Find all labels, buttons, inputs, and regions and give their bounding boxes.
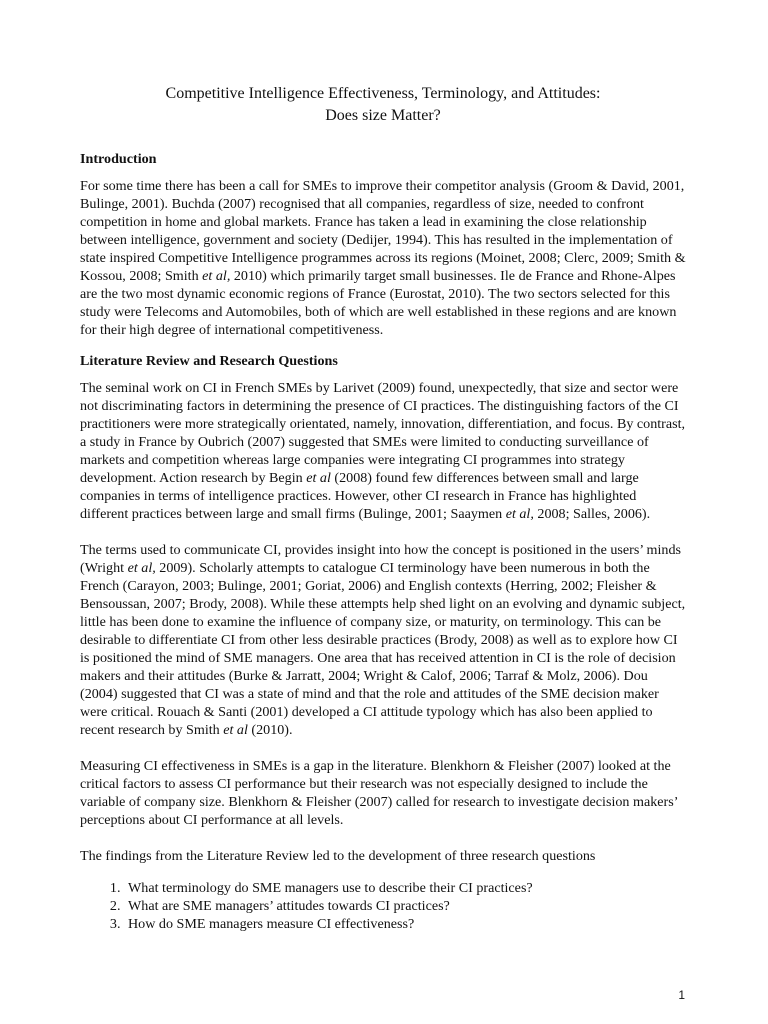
title-line-1: Competitive Intelligence Effectiveness, Terminology, and Attitudes: bbox=[165, 85, 601, 102]
introduction-paragraph: For some time there has been a call for SMEs to improve their competitor analysis (Groom & David, 2001, Bulinge, 2001). Buchda (2007) recognised that all companies, regardless of size, needed to confront competition in home and global markets. France has taken a lead in examining the close relationship between intelligence, government and society (Dedijer, 1994). This has resulted in the implementation of state inspired Competitive Intelligence programmes across its regions (Moinet, 2008; Clerc, 2009; Smith & Kossou, 2008; Smith et al, 2010) which primarily target small businesses. Ile de France and Rhone-Alpes are the two most dynamic economic regions of France (Eurostat, 2010). The two sectors selected for this study were Telecoms and Automobiles, both of which are well established in these regions and are known for their high degree of international competitiveness. bbox=[80, 178, 686, 338]
document-page bbox=[80, 0, 686, 933]
list-item: 1. What terminology do SME managers use to describe their CI practices? bbox=[124, 879, 686, 897]
literature-paragraph-2: The terms used to communicate CI, provides insight into how the concept is positioned in the users’ minds (Wright et al, 2009). Scholarly attempts to catalogue CI terminology have been numerous in both the French (Carayon, 2003; Bulinge, 2001; Goriat, 2006) and English contexts (Herring, 2002; Fleisher & Bensoussan, 2007; Brody, 2008). While these attempts help shed light on an evolving and dynamic subject, little has been done to examine the influence of company size, or maturity, on terminology. This can be desirable to differentiate CI from other less desirable practices (Brody, 2008) as well as to explore how CI is positioned the mind of SME managers. One area that has received attention in CI is the role of decision makers and their attitudes (Burke & Jarratt, 2004; Wright & Calof, 2006; Tarraf & Molz, 2006). Dou (2004) suggested that CI was a state of mind and that the role and attitudes of the SME decision maker were critical. Rouach & Santi (2001) developed a CI attitude typology which has also been applied to recent research by Smith et al (2010). bbox=[80, 542, 686, 738]
introduction-heading: Introduction bbox=[80, 151, 157, 167]
list-item: 3. How do SME managers measure CI effectiveness? bbox=[124, 915, 686, 933]
paper-title bbox=[80, 83, 686, 127]
literature-paragraph-3: Measuring CI effectiveness in SMEs is a gap in the literature. Blenkhorn & Fleisher (2007) looked at the critical factors to assess CI performance but their research was not especially designed to include the variable of company size. Blenkhorn & Fleisher (2007) called for research to investigate decision makers’ perceptions about CI performance at all levels. bbox=[80, 758, 678, 828]
research-questions-list bbox=[80, 879, 686, 933]
literature-paragraph-1: The seminal work on CI in French SMEs by Larivet (2009) found, unexpectedly, that size and sector were not discriminating factors in determining the presence of CI practices. The distinguishing factors of the CI practitioners were more strategically orientated, namely, innovation, differentiation, and focus. By contrast, a study in France by Oubrich (2007) suggested that SMEs were limited to conducting surveillance of markets and competition whereas large companies were integrating CI programmes into strategy development. Action research by Begin et al (2008) found few differences between small and large companies in terms of intelligence practices. However, other CI research in France has highlighted different practices between large and small firms (Bulinge, 2001; Saaymen et al, 2008; Salles, 2006). bbox=[80, 380, 686, 522]
list-item: 2. What are SME managers’ attitudes towards CI practices? bbox=[124, 897, 686, 915]
literature-paragraph-4: The findings from the Literature Review led to the development of three research questions bbox=[80, 848, 596, 864]
literature-review-heading: Literature Review and Research Questions bbox=[80, 353, 338, 369]
page-number: 1 bbox=[678, 988, 685, 1002]
title-line-2: Does size Matter? bbox=[325, 107, 441, 124]
